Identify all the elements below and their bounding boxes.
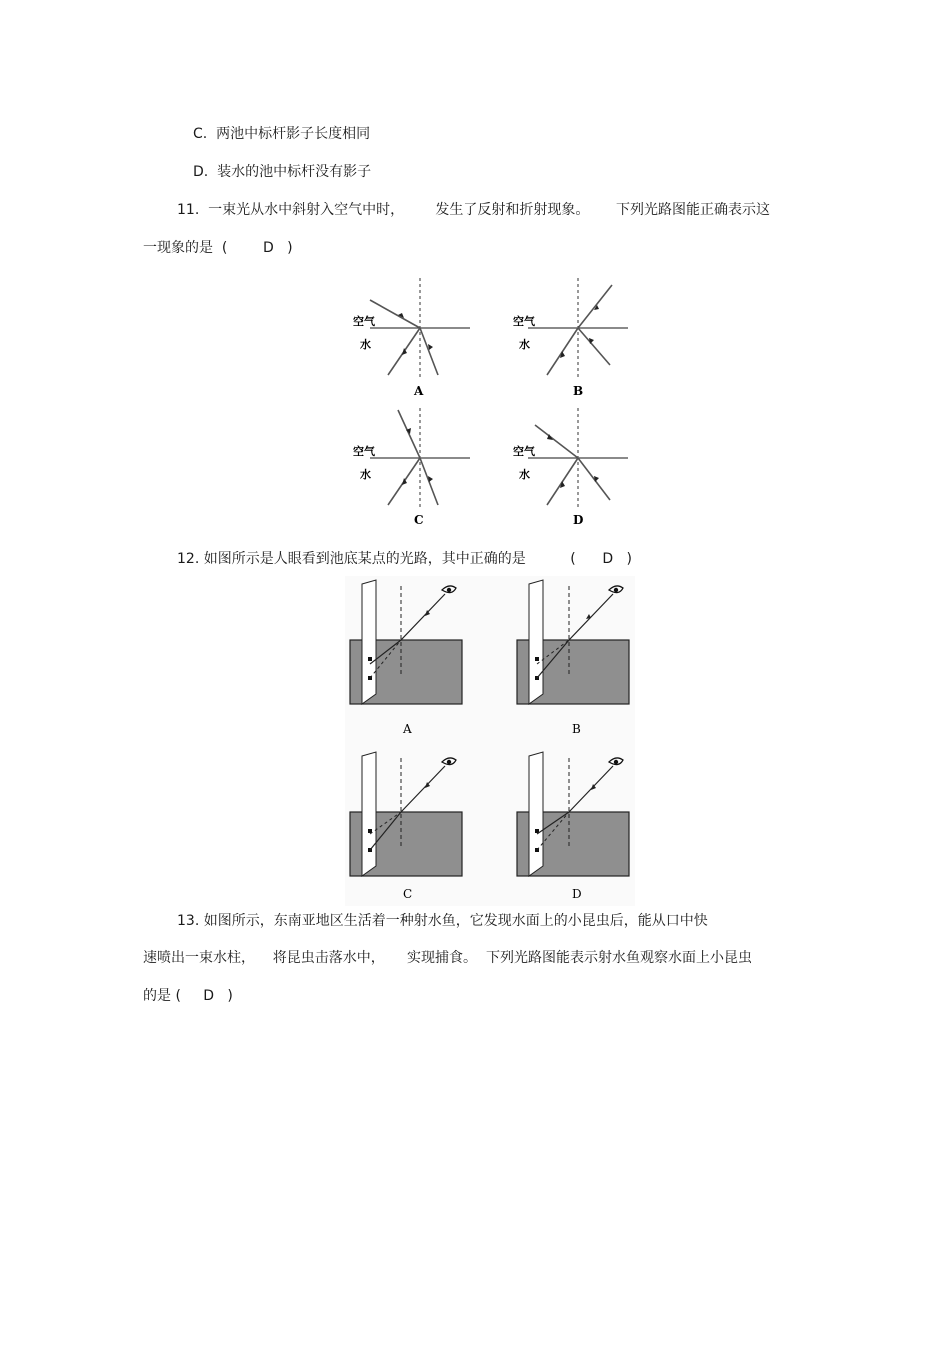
q13-line2: 速喷出一束水柱， 将昆虫击落水中， 实现捕食。 下列光路图能表示射水鱼观察水面上小昆虫: [143, 950, 752, 966]
option-d-letter: D.: [193, 164, 209, 180]
q11-line2: [143, 238, 293, 258]
q11-figure: [340, 270, 640, 530]
q13-close: ): [227, 988, 233, 1004]
option-c-letter: C.: [193, 126, 208, 142]
q13-answer: D: [203, 988, 214, 1004]
q11-diagram-b: [513, 278, 628, 398]
q12-a-label: A: [403, 722, 412, 736]
option-c-text: 两池中标杆影子长度相同: [216, 126, 371, 142]
q12-prompt: 12. 如图所示是人眼看到池底某点的光路，其中正确的是: [177, 551, 526, 567]
q13-line1: 13. 如图所示，东南亚地区生活着一种射水鱼，它发现水面上的小昆虫后，能从口中快: [177, 913, 708, 929]
q11-close: ): [287, 240, 293, 256]
q11-b-air-label: 空气: [513, 315, 535, 328]
q11-a-air-label: 空气: [353, 315, 375, 328]
q11-d-air-label: 空气: [513, 445, 535, 458]
q12-close: ): [626, 551, 633, 567]
q12-answer: D: [602, 551, 614, 567]
q13-line3: [143, 986, 233, 1006]
q11-diagram-c: [353, 408, 470, 527]
q12-line: [177, 549, 632, 569]
q11-a-label: A: [414, 384, 424, 398]
q12-c-label: C: [403, 887, 413, 901]
q11-b-label: B: [573, 384, 584, 398]
q11-a-water-label: 水: [360, 338, 371, 351]
q12-d-label: D: [572, 887, 582, 901]
q11-line1: 11. 一束光从水中斜射入空气中时， 发生了反射和折射现象。 下列光路图能正确表示这: [177, 202, 771, 218]
q11-diagram-a: [353, 278, 470, 398]
q11-answer: D: [262, 240, 274, 256]
q12-b-label: B: [572, 722, 581, 736]
q11-d-water-label: 水: [519, 468, 530, 481]
q11-diagram-d: [513, 408, 628, 527]
option-c: [193, 124, 370, 144]
q12-open: (: [570, 551, 576, 567]
q11-d-label: D: [573, 513, 584, 527]
q11-prompt: 一现象的是 (: [143, 240, 228, 256]
q11-b-water-label: 水: [519, 338, 530, 351]
option-d: [193, 162, 371, 182]
q12-figure: [345, 576, 635, 906]
q11-c-water-label: 水: [360, 468, 371, 481]
q11-c-air-label: 空气: [353, 445, 375, 458]
q11-c-label: C: [414, 513, 424, 527]
option-d-text: 装水的池中标杆没有影子: [217, 164, 372, 180]
q13-prompt: 的是 (: [143, 988, 181, 1004]
